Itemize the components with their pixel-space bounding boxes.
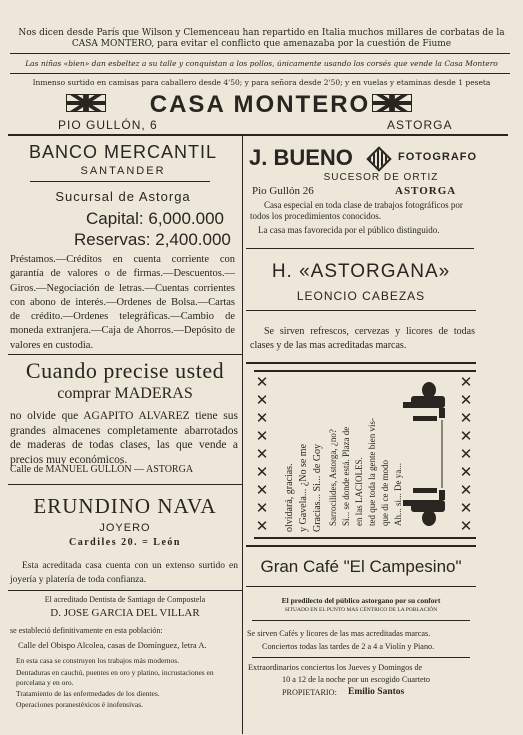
campesino-line: Se sirven Cafés y licores de las mas acreditadas marcas. (247, 629, 431, 638)
divider (252, 657, 470, 658)
dentista-item: En esta casa se construyen los trabajos más modernos. (16, 656, 180, 665)
divider (246, 248, 474, 249)
vertical-dialogue (275, 376, 455, 534)
dialogue-line: olvidará, gracias. (284, 463, 295, 532)
dentista-line: se estableció definitivamente en esta población: (10, 626, 163, 635)
divider (8, 354, 242, 355)
divider (246, 545, 476, 547)
dentista-address: Calle del Obispo Alcolea, casas de Domínguez, letra A. (18, 640, 207, 650)
astorgana-title: H. «ASTORGANA» (271, 261, 451, 282)
dentista-item: Dentaduras en cauchú, puentes en oro y platino, incrustaciones en porcelana y en oro. (16, 668, 214, 687)
divider (10, 73, 510, 74)
divider (30, 181, 210, 182)
bueno-body: Casa especial en toda clase de trabajos fotográficos por todos los procedimientos conocidos. (250, 200, 463, 221)
campesino-owner-label: PROPIETARIO: (282, 688, 337, 697)
dentista-name: D. JOSE GARCIA DEL VILLAR (50, 607, 200, 619)
campesino-line: Extraordinarios conciertos los Jueves y Domingos de (248, 663, 423, 672)
banco-capital: Capital: 6,000.000 (86, 209, 224, 228)
telephone-figures-illustration (399, 380, 451, 530)
casa-montero-brand: CASA MONTERO (149, 91, 371, 118)
dialogue-line: ted que toda la gente bien vis- (367, 418, 377, 526)
campesino-title: Gran Café "El Campesino" (260, 557, 462, 576)
bueno-tagline: La casa mas favorecida por el público distinguido. (258, 225, 440, 235)
casa-montero-city: ASTORGA (387, 118, 453, 132)
dialogue-line: Sarrocilides, Astorga, ¿no? (328, 429, 338, 526)
box-border-top (254, 370, 476, 372)
bueno-city: ASTORGA (395, 185, 457, 197)
banco-city: SANTANDER (80, 165, 166, 177)
flag-icon (66, 94, 106, 116)
divider (246, 310, 476, 311)
dentista-item: Tratamiento de las enfermedades de los dientes. (16, 689, 160, 698)
header-line-3: Las niñas «bien» dan esbeltez a su talle y conquistan a los pollos, únicamente usando los corsés que vende la Casa Montero (25, 59, 498, 68)
bueno-title: J. BUENO (249, 145, 353, 170)
dialogue-line: Ah... si... De ya... (393, 463, 403, 526)
divider (10, 53, 510, 54)
dentista-intro: El acreditado Dentista de Santiago de Compostela (44, 595, 206, 604)
astorgana-body: Se sirven refrescos, cervezas y licores de todas clases y de las mas acreditadas marcas. (250, 326, 475, 351)
dialogue-line: en las LACIOLES. (354, 457, 364, 526)
ornament-column-right: ✕ ✕ ✕ ✕ ✕ ✕ ✕ ✕ ✕ (459, 373, 473, 535)
divider (252, 620, 470, 621)
divider (246, 362, 476, 364)
nava-title: ERUNDINO NAVA (33, 494, 217, 518)
campesino-location: SITUADO EN EL PUNTO MAS CÉNTRICO DE LA POBLACIÓN (284, 607, 438, 613)
maderas-body: no olvide que AGAPITO ALVAREZ tiene sus grandes almacenes completamente abarrotados de maderas de todas clases, las que vende a precios muy económicos. (10, 410, 238, 466)
header-line-4: Inmenso surtido en camisas para caballero desde 4'50; y para señora desde 2'50; y en vuelas y etaminas desde 1 peseta (32, 78, 491, 87)
header-line-1: Nos dicen desde París que Wilson y Clemenceau han repartido en Italia muchos millares de corbatas de la (18, 28, 505, 38)
nava-address: Cardiles 20. = León (69, 537, 181, 548)
campesino-line: Conciertos todas las tardes de 2 a 4 a Violín y Piano. (262, 642, 435, 651)
box-border-bottom (254, 537, 476, 539)
dialogue-line: que di ce de modo (380, 460, 390, 526)
maderas-title: Cuando precise usted (25, 358, 225, 383)
banco-title: BANCO MERCANTIL (28, 142, 218, 162)
bueno-role: FOTOGRAFO (398, 151, 478, 163)
banco-services: Préstamos.—Créditos en cuenta corriente con garantía de valores o de firmas.—Descuentos.—Giros.—Negociación de letras.—Cuentas corrientes con abono de interés.—Ordenes de Bolsa.—Cartas de crédito.—Ordenes telegráficas.—Cambio de moneda extranjera.—Caja de Ahorros.—Depósito de valores en custodia. (10, 254, 235, 351)
divider (8, 484, 242, 485)
banco-reservas: Reservas: 2,400.000 (74, 230, 231, 249)
campesino-tagline: El predilecto del público astorgano por su confort (281, 596, 441, 605)
dialogue-line: y Gavela... ¿No se me (298, 443, 309, 532)
dialogue-line: Sí... se donde está. Plaza de (341, 426, 351, 526)
header-line-2: CASA MONTERO, para evitar el conflicto que amenazaba por la cuestión de Fiume (71, 39, 452, 49)
maderas-address: Calle de MANUEL GULLÓN — ASTORGA (10, 464, 194, 475)
dialogue-line: Gracias... Si... de Goy (312, 443, 323, 532)
divider (8, 134, 508, 136)
astorgana-owner: LEONCIO CABEZAS (296, 289, 426, 303)
campesino-line: 10 a 12 de la noche por un escogido Cuarteto (282, 675, 431, 684)
maderas-subtitle: comprar MADERAS (57, 385, 193, 402)
divider (246, 586, 476, 587)
campesino-owner: Emilio Santos (348, 687, 405, 697)
bueno-subtitle: SUCESOR DE ORTIZ (323, 172, 439, 183)
ornament-column-left: ✕ ✕ ✕ ✕ ✕ ✕ ✕ ✕ ✕ (255, 373, 269, 535)
nava-role: JOYERO (99, 522, 151, 534)
flag-icon (372, 94, 412, 116)
dentista-item: Operaciones poranestéxicos é inofensivas. (16, 700, 144, 709)
nava-body: Esta acreditada casa cuenta con un extenso surtido en joyería y platería de toda confianza. (10, 561, 238, 585)
banco-branch: Sucursal de Astorga (55, 189, 191, 204)
column-divider (242, 136, 243, 734)
diamond-icon (370, 150, 388, 172)
bueno-address: Pio Gullón 26 (252, 185, 314, 197)
divider (8, 590, 242, 591)
casa-montero-address: PIO GULLÓN, 6 (58, 118, 158, 132)
